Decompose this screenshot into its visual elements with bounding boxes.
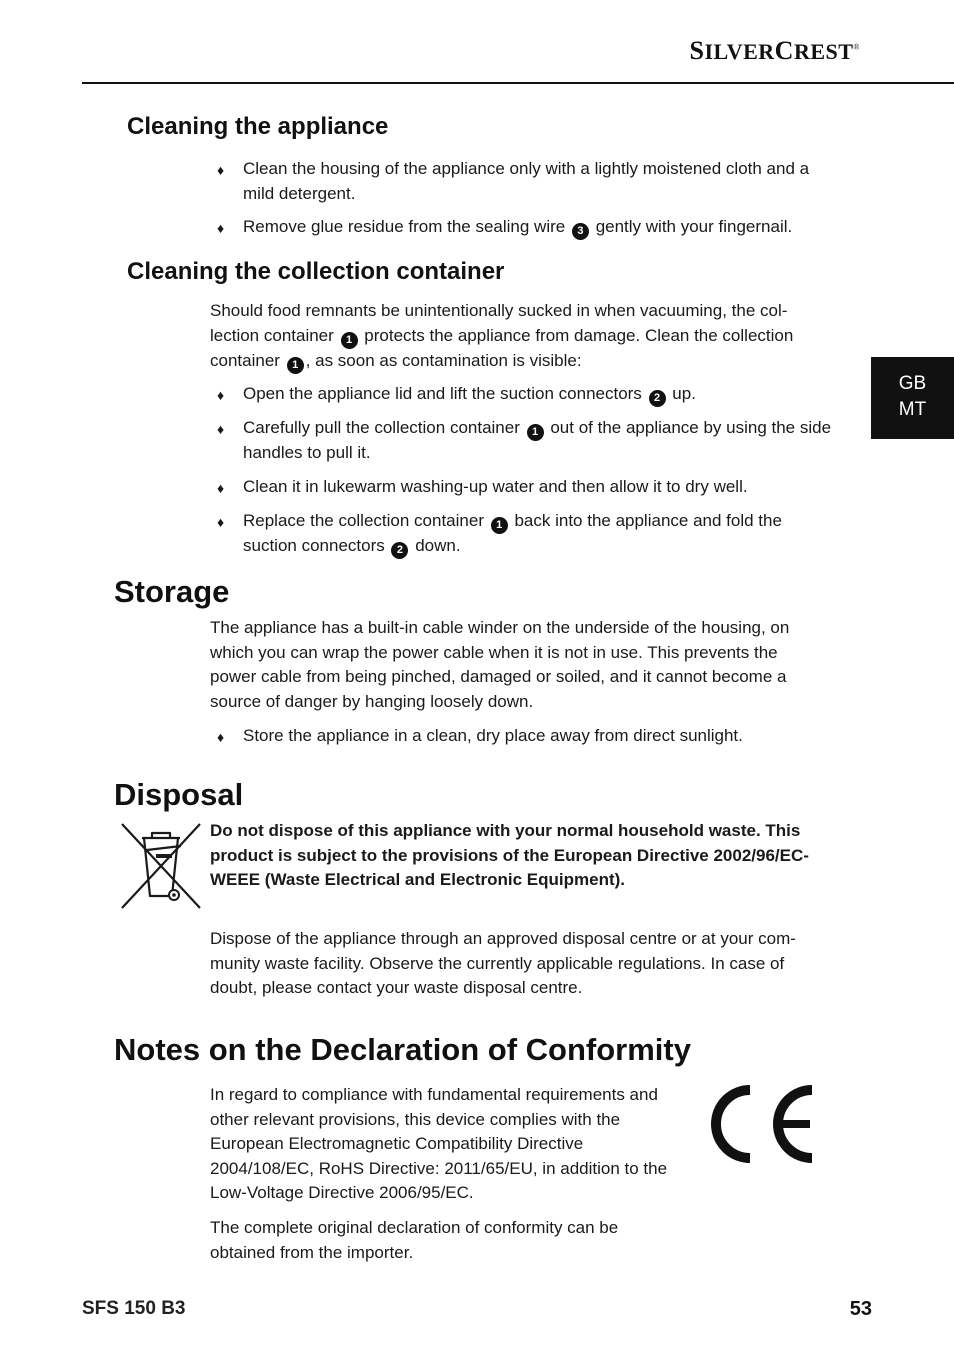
diamond-bullet-icon: ♦ [217, 162, 225, 178]
diamond-bullet-icon: ♦ [217, 220, 225, 236]
disposal-warning: Do not dispose of this appliance with your normal household waste. This product is subject to the provisions of the European Directive 2002/96/EC-WEEE (Waste Electrical and Electronic Equipment). [210, 821, 809, 890]
paragraph: Dispose of the appliance through an approved disposal centre or at your com-munity waste facility. Observe the currently applicable regulations. In case of doubt, please contact your waste disposal centre. [210, 929, 796, 998]
heading-disposal: Disposal [114, 777, 244, 812]
paragraph: The complete original declaration of conformity can be obtained from the importer. [210, 1218, 619, 1262]
part-number-badge: 2 [649, 390, 666, 407]
bullet-text: Remove glue residue from the sealing wire 3 gently with your fingernail. [243, 215, 837, 241]
bullet-text: Open the appliance lid and lift the suction connectors 2 up. [243, 382, 837, 408]
bullet-item [217, 509, 837, 559]
bullet-text: Clean the housing of the appliance only with a lightly moistened cloth and a mild detergent. [243, 159, 810, 203]
bullet-item [217, 475, 837, 501]
heading-cleaning-container: Cleaning the collection container [127, 258, 505, 285]
part-number-badge: 1 [527, 424, 544, 441]
bullet-text: Clean it in lukewarm washing-up water and then allow it to dry well. [243, 477, 748, 496]
part-number-badge: 1 [341, 332, 358, 349]
heading-storage: Storage [114, 574, 230, 609]
bullet-item [217, 382, 837, 408]
header-rule [82, 82, 954, 84]
brand-logo: SILVERCREST® [689, 36, 860, 65]
crossed-out-wheelie-bin-icon [118, 820, 204, 912]
heading-cleaning-appliance: Cleaning the appliance [127, 113, 389, 140]
paragraph: Should food remnants be unintentionally sucked in when vacuuming, the col-lection container 1 protects the appliance from damage. Clean the collection container 1 , as soon as contamination is visible: [210, 299, 822, 374]
footer-model-number: SFS 150 B3 [82, 1298, 186, 1319]
bullet-item [217, 215, 837, 241]
language-code-gb: GB [898, 373, 927, 394]
bullet-item [217, 416, 837, 466]
diamond-bullet-icon: ♦ [217, 514, 225, 530]
diamond-bullet-icon: ♦ [217, 387, 225, 403]
part-number-badge: 1 [287, 357, 304, 374]
paragraph: In regard to compliance with fundamental requirements and other relevant provisions, this device complies with the European Electromagnetic Compatibility Directive 2004/108/EC, RoHS Directive: 2011/65/EU, in addition to the Low-Voltage Directive 2006/95/EC. [210, 1085, 668, 1203]
part-number-badge: 1 [491, 517, 508, 534]
paragraph: The appliance has a built-in cable winder on the underside of the housing, on which you can wrap the power cable when it is not in use. This prevents the power cable from being pinched, damaged or soiled, and it cannot become a source of danger by hanging loosely down. [210, 618, 790, 711]
language-tab [871, 357, 954, 439]
language-code-mt: MT [898, 399, 927, 420]
bullet-text: Carefully pull the collection container 1 out of the appliance by using the side handles to pull it. [243, 418, 832, 462]
bullet-text: Store the appliance in a clean, dry place away from direct sunlight. [243, 726, 743, 745]
page-number: 53 [849, 1298, 872, 1320]
diamond-bullet-icon: ♦ [217, 421, 225, 437]
heading-conformity: Notes on the Declaration of Conformity [114, 1032, 691, 1067]
ce-mark-icon [708, 1082, 820, 1166]
diamond-bullet-icon: ♦ [217, 729, 225, 745]
bullet-item [217, 157, 837, 206]
part-number-badge: 2 [391, 542, 408, 559]
diamond-bullet-icon: ♦ [217, 480, 225, 496]
part-number-badge: 3 [572, 223, 589, 240]
bullet-item [217, 724, 837, 750]
bullet-text: Replace the collection container 1 back into the appliance and fold the suction connectors 2 down. [243, 509, 837, 559]
